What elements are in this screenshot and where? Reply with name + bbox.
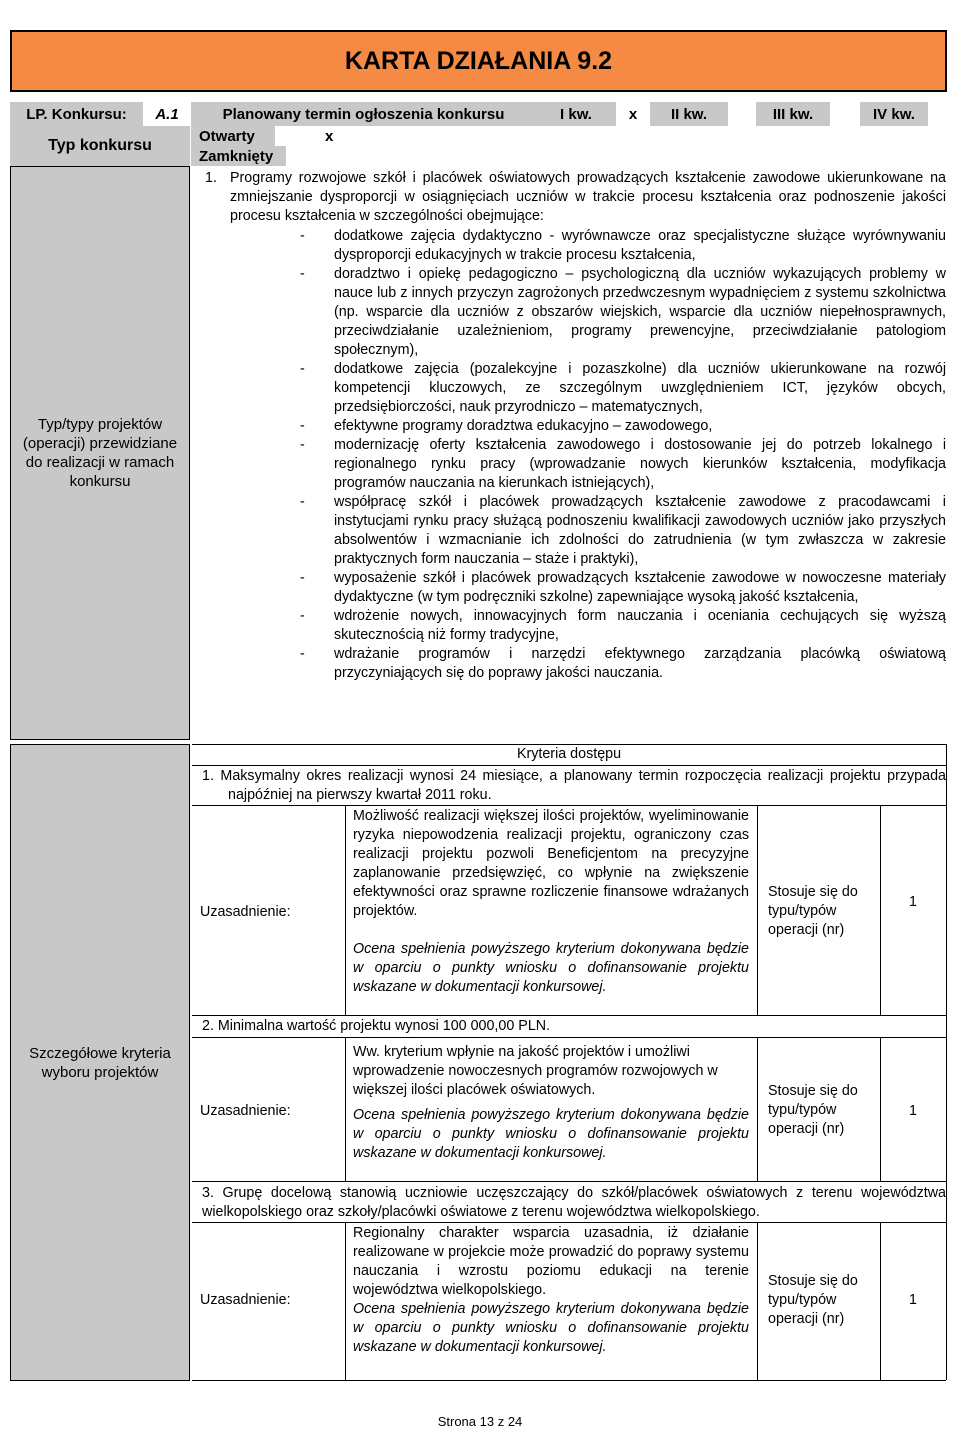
criterion-2-justification-label: Uzasadnienie: [200,1103,291,1119]
list-dash: - [300,418,305,434]
document-title: KARTA DZIAŁANIA 9.2 [10,30,947,92]
quarter-1-mark: x [616,102,650,126]
criterion-1-title: 1. Maksymalny okres realizacji wynosi 24 miesiące, a planowany termin rozpoczęcia realizacji projektu przypada najpóźniej na pierwszy kwartał 2011 roku. [202,768,946,803]
intro-text: Programy rozwojowe szkół i placówek oświatowych prowadzących kształcenie zawodowe ukierunkowane na zmniejszanie dysproporcji w osiągnięciach uczniów w trakcie procesu kształcenia oraz podnoszenie jakości procesu kształcenia w szczególności obejmujące: [230,170,946,224]
criterion-2-applies-label: Stosuje się do typu/typów operacji (nr) [768,1083,858,1137]
closed-label: Zamknięty [191,146,286,166]
list-dash: - [300,228,305,244]
quarter-2-mark [728,102,756,126]
divider [192,744,946,745]
criterion-1-justification-label: Uzasadnienie: [200,904,291,920]
list-item [300,607,946,645]
criterion-1-assessment: Ocena spełnienia powyższego kryterium dokonywana będzie w oparciu o punkty wniosku o dofinansowanie projektu wskazane w dokumentacji konkursowej. [353,941,749,995]
quarter-1-label: I kw. [536,102,616,126]
divider [345,1222,346,1380]
divider [192,765,946,766]
criterion-3-justification-label: Uzasadnienie: [200,1292,291,1308]
list-dash: - [300,266,305,282]
list-item [300,436,946,493]
list-item [300,417,946,436]
open-label: Otwarty [191,126,275,146]
divider [192,1380,946,1381]
list-item-text: współpracę szkół i placówek prowadzących kształcenie zawodowe z pracodawcami i instytucjami rynku pracy służącą podnoszeniu kwalifikacji zawodowych uczniów jako przyszłych absolwentów i wzmacnianie ich zdolności do zatrudnienia (w tym zwłaszcza w zakresie praktycznych form nauczania – staże i praktyki), [334,494,946,567]
divider [192,805,946,806]
quarter-4-label: IV kw. [860,102,928,126]
criterion-2-justification: Ww. kryterium wpłynie na jakość projektów i umożliwi wprowadzenie nowoczesnych programów rozwojowych w większej ilości placówek oświatowych. [353,1044,718,1098]
project-types-label: Typ/typy projektów (operacji) przewidziane do realizacji w ramach konkursu [22,416,178,490]
criterion-3-justification: Regionalny charakter wsparcia uzasadnia, iż działanie realizowane w projekcie może prowadzić do poprawy systemu nauczania i wzrostu poziomu edukacji na terenie województwa wielkopolskiego. [353,1225,749,1298]
quarter-3-mark [830,102,860,126]
list-item-text: efektywne programy doradztwa edukacyjno – zawodowego, [334,418,713,434]
planned-term-label: Planowany termin ogłoszenia konkursu [191,102,536,126]
criterion-3-applies-label: Stosuje się do typu/typów operacji (nr) [768,1273,858,1327]
list-item-text: dodatkowe zajęcia (pozalekcyjne i pozaszkolne) dla uczniów ukierunkowane na rozwój kompetencji kluczowych, ze szczególnym uwzględnieniem ICT, języków obcych, przedsiębiorczości, nauk przyrodniczo – matematycznych, [334,361,946,415]
divider [345,805,346,1015]
page-number: Strona 13 z 24 [437,1414,523,1429]
divider [757,1037,758,1181]
criterion-3-applies-value: 1 [909,1292,917,1308]
criterion-1-applies-value: 1 [909,894,917,910]
list-dash: - [300,608,305,624]
project-types-list [300,227,946,683]
list-item [300,645,946,683]
list-item [300,569,946,607]
divider [192,1181,946,1182]
list-item [300,227,946,265]
list-item-text: doradztwo i opiekę pedagogiczno – psychologiczną dla uczniów wykazujących problemy w nauce lub z innych przyczyn zagrożonych przedwczesnym wypadnięciem z systemu szkolnictwa (np. wsparcie dla uczniów z obszarów wiejskich, wsparcie dla uczniów niepełnosprawnych, przeciwdziałanie uzależnieniom, programy prewencyjne, przeciwdziałanie patologiom społecznym), [334,266,946,358]
list-dash: - [300,646,305,662]
criterion-3-title: 3. Grupę docelową stanowią uczniowie uczęszczający do szkół/placówek oświatowych z terenu województwa wielkopolskiego oraz szkoły/placówki oświatowe z terenu województwa wielkopolskiego. [202,1185,946,1220]
intro-number: 1. [205,170,217,186]
criterion-2-assessment: Ocena spełnienia powyższego kryterium dokonywana będzie w oparciu o punkty wniosku o dofinansowanie projektu wskazane w dokumentacji konkursowej. [353,1107,749,1161]
criterion-1-justification: Możliwość realizacji większej ilości projektów, wyeliminowanie ryzyka niepowodzenia realizacji projektu, ograniczony czas realizacji projektu pozwoli Beneficjentom na precyzyjne zaplanowanie przedsięwzięć, co wpłynie na zwiększenie efektywności oraz sprawne rozliczenie finansowe wdrażanych projektów. [353,808,749,919]
quarter-3-label: III kw. [756,102,830,126]
list-item-text: wdrożenie nowych, innowacyjnych form nauczania i oceniania cechujących się wyższą skutecznością niż formy tradycyjne, [334,608,946,643]
divider [946,744,947,1380]
criterion-3-assessment: Ocena spełnienia powyższego kryterium dokonywana będzie w oparciu o punkty wniosku o dofinansowanie projektu wskazane w dokumentacji konkursowej. [353,1301,749,1355]
list-item [300,360,946,417]
list-item-text: dodatkowe zajęcia dydaktyczno - wyrównawcze oraz specjalistyczne służące wyrównywaniu dysproporcji edukacyjnych w trakcie procesu kształcenia, [334,228,946,263]
lp-value: A.1 [143,102,191,126]
lp-label: LP. Konkursu: [10,102,143,126]
open-mark: x [275,126,399,146]
criteria-label-cell [10,744,190,1381]
list-item [300,265,946,360]
list-item-text: wdrażanie programów i narzędzi efektywnego zarządzania placówką oświatową przyczyniających się do poprawy jakości nauczania. [334,646,946,681]
list-dash: - [300,570,305,586]
divider [757,1222,758,1380]
divider [757,805,758,1015]
list-dash: - [300,494,305,510]
criterion-2-title: 2. Minimalna wartość projektu wynosi 100 000,00 PLN. [202,1018,551,1034]
criteria-heading: Kryteria dostępu [516,746,622,762]
divider [192,1222,946,1223]
quarter-4-mark [928,102,946,126]
competition-type-label: Typ konkursu [10,126,190,166]
list-dash: - [300,361,305,377]
criteria-label: Szczegółowe kryteria wyboru projektów [29,1044,171,1081]
project-types-label-cell [10,166,190,740]
list-item [300,493,946,569]
divider [192,1037,946,1038]
criterion-1-applies-label: Stosuje się do typu/typów operacji (nr) [768,884,858,938]
list-item-text: wyposażenie szkół i placówek prowadzących kształcenie zawodowe w nowoczesne materiały dydaktyczne (w tym podręczniki szkolne) zapewniające wysoką jakość kształcenia, [334,570,946,605]
list-item-text: modernizację oferty kształcenia zawodowego i dostosowanie jej do potrzeb lokalnego i regionalnego rynku pracy (wprowadzanie nowych kierunków kształcenia, modyfikacja programów nauczania na kierunkach istniejących), [334,437,946,491]
divider [192,1015,946,1016]
divider [345,1037,346,1181]
criterion-2-applies-value: 1 [909,1103,917,1119]
list-dash: - [300,437,305,453]
quarter-2-label: II kw. [650,102,728,126]
